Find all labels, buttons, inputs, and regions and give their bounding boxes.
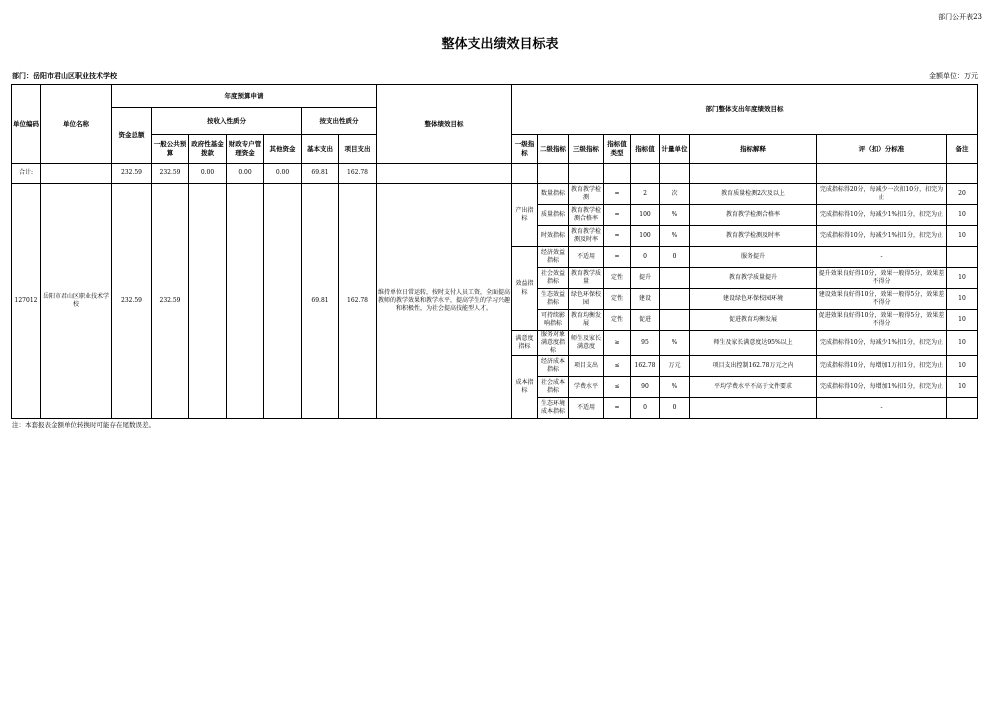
header-gov-fund: 政府性基金拨款 [189,135,227,164]
level2-cell: 社会成本指标 [538,377,569,398]
unit-project-expense: 162.78 [339,184,377,419]
remark-cell [947,398,978,419]
type-cell: 定性 [604,310,631,331]
explain-cell: 建设绿色环保校园环境 [690,289,817,310]
type-cell: ≤ [604,356,631,377]
total-label: 合计: [12,164,41,184]
header-level2: 二级指标 [538,135,569,164]
type-cell: = [604,247,631,268]
score-cell: 促进效果良好得10分，效果一般得5分，效果差不得分 [817,310,947,331]
level1-cost: 成本指标 [512,356,538,419]
explain-cell: 教育质量检测2次及以上 [690,184,817,205]
unit-cell: 次 [660,184,690,205]
header-level3: 三级指标 [569,135,604,164]
type-cell: = [604,205,631,226]
header-remark: 备注 [947,135,978,164]
unit-cell: % [660,226,690,247]
level2-cell: 生态环境成本指标 [538,398,569,419]
page-title: 整体支出绩效目标表 [441,37,559,52]
type-cell: = [604,398,631,419]
value-cell: 100 [631,226,660,247]
level2-cell: 服务对象满意度指标 [538,331,569,356]
type-cell: = [604,226,631,247]
level2-cell: 可持续影响指标 [538,310,569,331]
level3-cell: 教育教学质量 [569,268,604,289]
unit-cell: % [660,205,690,226]
level3-cell: 学费水平 [569,377,604,398]
header-by-expense: 按支出性质分 [302,108,377,135]
score-cell: 完成指标得20分，每减少一次扣10分，扣完为止 [817,184,947,205]
value-cell: 提升 [631,268,660,289]
score-cell: - [817,247,947,268]
explain-cell: 促进教育均衡发展 [690,310,817,331]
header-project-expense: 项目支出 [339,135,377,164]
header-basic-expense: 基本支出 [302,135,339,164]
total-fiscal-value: 0.00 [227,164,264,184]
unit-cell [660,289,690,310]
type-cell: = [604,184,631,205]
header-unit-name: 单位名称 [41,85,112,164]
level2-cell: 经济成本指标 [538,356,569,377]
footnote: 注：本套报表金额单位转换时可能存在尾数误差。 [12,421,155,429]
unit-cell: 0 [660,398,690,419]
level2-cell: 质量指标 [538,205,569,226]
level2-cell: 社会效益指标 [538,268,569,289]
level3-cell: 不适用 [569,247,604,268]
score-cell: 完成指标得10分，每增加1%扣1分，扣完为止 [817,377,947,398]
level2-cell: 生态效益指标 [538,289,569,310]
header-scoring: 评（扣）分标准 [817,135,947,164]
value-cell: 90 [631,377,660,398]
header-indicator-type: 指标值类型 [604,135,631,164]
unit-code: 127012 [12,184,41,419]
header-annual-budget: 年度预算申请 [112,85,377,108]
total-row [12,164,978,184]
level3-cell: 师生及家长满意度 [569,331,604,356]
total-project-value: 162.78 [339,164,377,184]
level1-output: 产出指标 [512,184,538,247]
total-gov-fund-value: 0.00 [189,164,227,184]
level1-benefit: 效益指标 [512,247,538,331]
level3-cell: 教育均衡发展 [569,310,604,331]
total-general-value: 232.59 [152,164,189,184]
amount-unit-label: 金额单位：万元 [929,72,978,80]
unit-total-funds: 232.59 [112,184,152,419]
score-cell: 完成指标得10分，每增加1万扣1分，扣完为止 [817,356,947,377]
score-cell: 完成指标得10分，每减少1%扣1分，扣完为止 [817,331,947,356]
explain-cell: 教育教学检测合格率 [690,205,817,226]
explain-cell: 平均学费水平不高于文件要求 [690,377,817,398]
unit-name: 岳阳市君山区职业技术学校 [41,184,112,419]
remark-cell: 10 [947,205,978,226]
type-cell: 定性 [604,289,631,310]
remark-cell: 10 [947,310,978,331]
level3-cell: 项目支出 [569,356,604,377]
total-other-value: 0.00 [264,164,302,184]
header-other-funds: 其他资金 [264,135,302,164]
level3-cell: 教育教学检测合格率 [569,205,604,226]
explain-cell: 服务提升 [690,247,817,268]
score-cell: 提升效果良好得10分，效果一般得5分，效果差不得分 [817,268,947,289]
unit-cell: % [660,331,690,356]
remark-cell: 10 [947,331,978,356]
score-cell: 建设效果良好得10分，效果一般得5分，效果差不得分 [817,289,947,310]
type-cell: ≤ [604,377,631,398]
header-explanation: 指标解释 [690,135,817,164]
unit-general-budget: 232.59 [152,184,189,419]
remark-cell: 20 [947,184,978,205]
page-label: 部门公开表23 [938,13,982,21]
unit-cell: % [660,377,690,398]
header-overall-goal: 整体绩效目标 [377,85,512,164]
value-cell: 建设 [631,289,660,310]
value-cell: 100 [631,205,660,226]
explain-cell: 教育教学检测及时率 [690,226,817,247]
level3-cell: 教育教学检测及时率 [569,226,604,247]
header-fiscal-special: 财政专户管理资金 [227,135,264,164]
score-cell: 完成指标得10分，每减少1%扣1分，扣完为止 [817,205,947,226]
value-cell: 0 [631,398,660,419]
remark-cell [947,247,978,268]
explain-cell: 教育教学质量提升 [690,268,817,289]
total-funds-value: 232.59 [112,164,152,184]
header-by-income: 按收入性质分 [152,108,302,135]
unit-cell [660,310,690,331]
header-unit-code: 单位编码 [12,85,41,164]
score-cell: 完成指标得10分，每减少1%扣1分，扣完为止 [817,226,947,247]
remark-cell: 10 [947,377,978,398]
header-total-funds: 资金总额 [112,108,152,164]
value-cell: 95 [631,331,660,356]
department-label: 部门：岳阳市君山区职业技术学校 [12,71,117,80]
remark-cell: 10 [947,268,978,289]
remark-cell: 10 [947,356,978,377]
level3-cell: 绿色环保校园 [569,289,604,310]
value-cell: 2 [631,184,660,205]
header-indicator-value: 指标值 [631,135,660,164]
level2-cell: 数量指标 [538,184,569,205]
performance-table [11,84,978,419]
value-cell: 0 [631,247,660,268]
value-cell: 162.78 [631,356,660,377]
table-row [12,184,978,205]
remark-cell: 10 [947,226,978,247]
level3-cell: 不适用 [569,398,604,419]
unit-cell: 0 [660,247,690,268]
header-dept-annual-goal: 部门整体支出年度绩效目标 [512,85,978,135]
header-general-budget: 一般公共预算 [152,135,189,164]
level1-satisfaction: 满意度指标 [512,331,538,356]
level2-cell: 经济效益指标 [538,247,569,268]
unit-cell: 万元 [660,356,690,377]
value-cell: 促进 [631,310,660,331]
explain-cell: 师生及家长满意度达95%以上 [690,331,817,356]
header-level1: 一级指标 [512,135,538,164]
unit-cell [660,268,690,289]
unit-overall-goal: 维持单位日常运转，按时支付人员工资，全面提高教师的教学效果和教学水平，提高学生的学习兴趣和积极性，为社会提高技能型人才。 [377,184,512,419]
level3-cell: 教育教学检测 [569,184,604,205]
type-cell: 定性 [604,268,631,289]
unit-basic-expense: 69.81 [302,184,339,419]
type-cell: ≥ [604,331,631,356]
score-cell: - [817,398,947,419]
header-measure-unit: 计量单位 [660,135,690,164]
explain-cell [690,398,817,419]
explain-cell: 项目支出控制162.78万元之内 [690,356,817,377]
total-basic-value: 69.81 [302,164,339,184]
level2-cell: 时效指标 [538,226,569,247]
remark-cell: 10 [947,289,978,310]
